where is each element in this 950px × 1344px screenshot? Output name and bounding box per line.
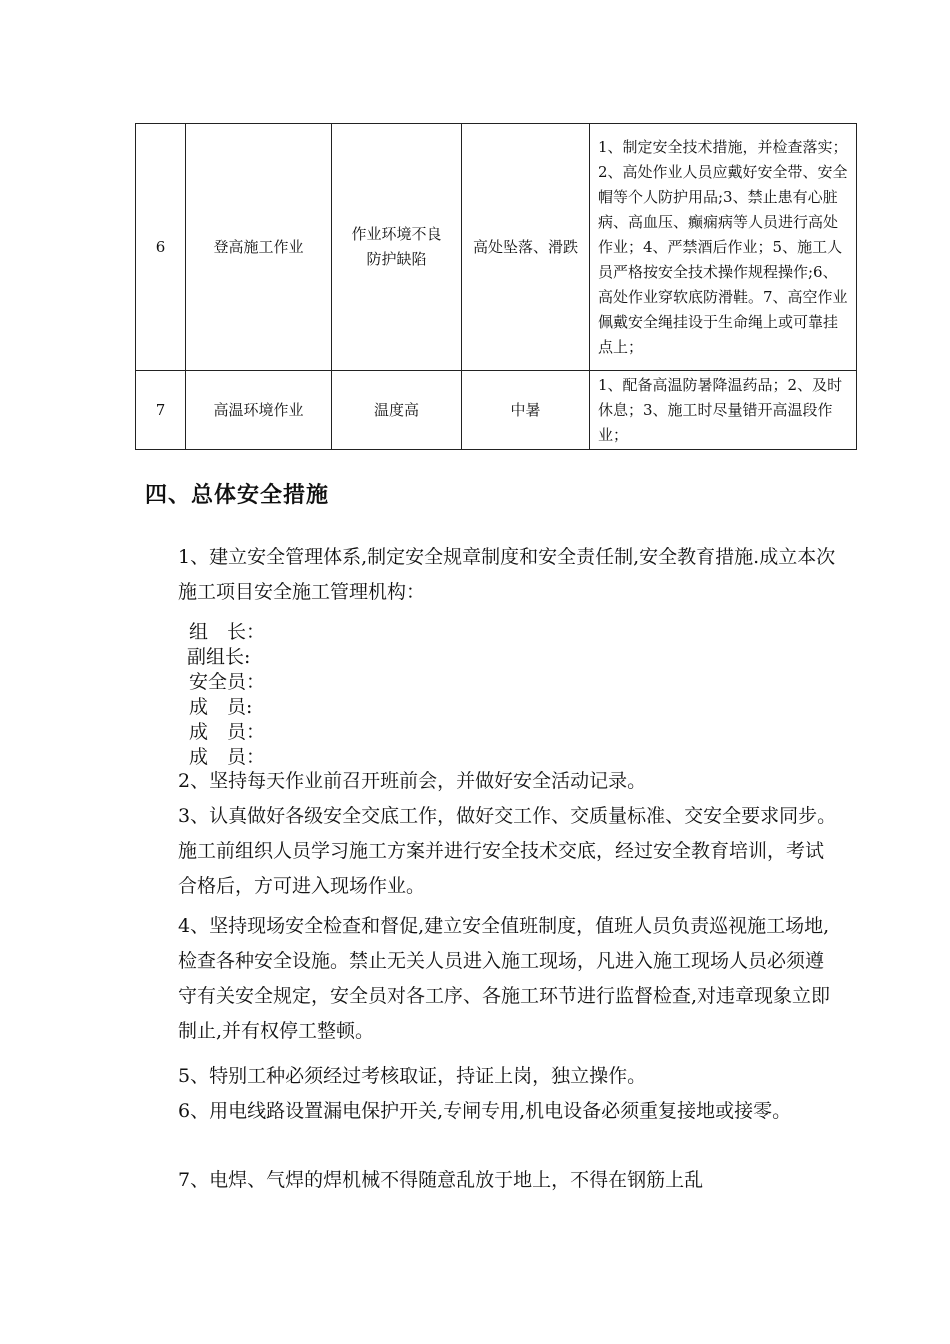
- paragraph-4: 4、坚持现场安全检查和督促,建立安全值班制度，值班人员负责巡视施工场地,检查各种安全设施。禁止无关人员进入施工现场，凡进入施工现场人员必须遵守有关安全规定，安全员对各工序、各施工环节进行监督检查,对违章现象立即制止,并有权停工整顿。: [178, 915, 831, 1042]
- paragraph-5: 5、特别工种必须经过考核取证，持证上岗，独立操作。: [178, 1065, 647, 1087]
- paragraph-7: 7、电焊、气焊的焊机械不得随意乱放于地上，不得在钢筋上乱: [178, 1169, 704, 1191]
- paragraph-3: 3、认真做好各级安全交底工作，做好交工作、交质量标准、交安全要求同步。施工前组织人员学习施工方案并进行安全技术交底，经过安全教育培训，考试合格后，方可进入现场作业。: [178, 805, 837, 897]
- table-row: [136, 124, 857, 371]
- hazard-factor: 温度高: [332, 371, 462, 450]
- control-measures: 1、配备高温防暑降温药品；2、及时休息；3、施工时尽量错开高温段作业；: [590, 371, 857, 450]
- role-leader: 组 长：: [189, 621, 266, 643]
- hazard-table: [135, 123, 857, 450]
- hazard-factor: 作业环境不良防护缺陷: [332, 124, 462, 371]
- role-member: 成 员:: [189, 696, 253, 718]
- paragraph-1: 1、建立安全管理体系,制定安全规章制度和安全责任制,安全教育措施.成立本次施工项目安全施工管理机构：: [178, 546, 836, 603]
- row-number: 7: [136, 371, 186, 450]
- row-number: 6: [136, 124, 186, 371]
- work-activity: 登高施工作业: [186, 124, 332, 371]
- role-member: 成 员：: [189, 721, 266, 743]
- organization-roles: [189, 620, 265, 770]
- paragraph-2: 2、坚持每天作业前召开班前会，并做好安全活动记录。: [178, 770, 647, 792]
- table-row: [136, 371, 857, 450]
- possible-accident: 中暑: [462, 371, 590, 450]
- paragraph-6: 6、用电线路设置漏电保护开关,专闸专用,机电设备必须重复接地或接零。: [178, 1100, 792, 1122]
- section-heading: 四、总体安全措施: [145, 483, 330, 508]
- work-activity: 高温环境作业: [186, 371, 332, 450]
- role-member: 成 员：: [189, 746, 266, 768]
- possible-accident: 高处坠落、滑跌: [462, 124, 590, 371]
- role-safety-officer: 安全员：: [189, 671, 266, 693]
- role-deputy-leader: 副组长:: [187, 646, 251, 668]
- control-measures: 1、制定安全技术措施，并检查落实；2、高处作业人员应戴好安全带、安全帽等个人防护用品;3、禁止患有心脏病、高血压、癫痫病等人员进行高处作业；4、严禁酒后作业；5、施工人员严格按安全技术操作规程操作;6、高处作业穿软底防滑鞋。7、高空作业佩戴安全绳挂设于生命绳上或可靠挂点上；: [590, 124, 857, 371]
